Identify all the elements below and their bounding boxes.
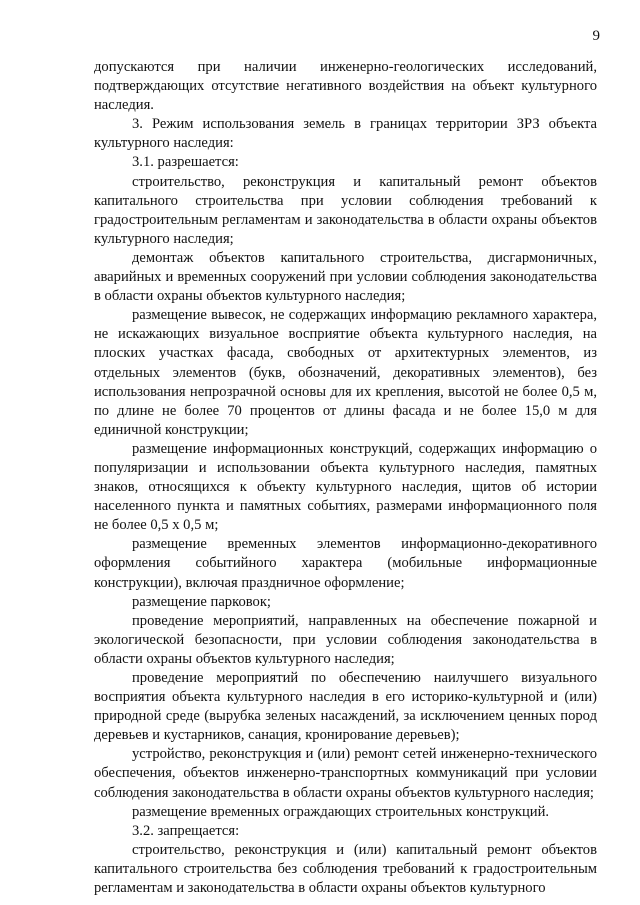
paragraph: устройство, реконструкция и (или) ремонт сетей инженерно-технического обеспечения, объектов инженерно-транспортных коммуникаций при условии соблюдения законодательства в области охраны объектов культурного наследия; <box>94 746 597 801</box>
paragraph: 3.2. запрещается: <box>132 822 240 839</box>
paragraph: 3.1. разрешается: <box>132 154 239 171</box>
paragraph: размещение временных элементов информационно-декоративного оформления событийного характера (мобильные информационные конструкции), включая праздничное оформление; <box>94 536 597 591</box>
paragraph: проведение мероприятий, направленных на обеспечение пожарной и экологической безопасности, при условии соблюдения законодательства в области охраны объектов культурного наследия; <box>94 612 597 667</box>
document-body <box>94 58 597 898</box>
page-number: 9 <box>592 28 600 44</box>
paragraph: 3. Режим использования земель в границах территории ЗРЗ объекта культурного наследия: <box>94 116 597 152</box>
paragraph: проведение мероприятий по обеспечению наилучшего визуального восприятия объекта культурного наследия в его историко-культурной и (или) природной среде (вырубка зеленых насаждений, за исключением ценных пород деревьев и кустарников, санация, кронирование деревьев); <box>94 670 597 744</box>
paragraph: размещение вывесок, не содержащих информацию рекламного характера, не искажающих визуальное восприятие объекта культурного наследия, на плоских участках фасада, свободных от архитектурных элементов, из отдельных элементов (букв, обозначений, декоративных элементов), без использования непрозрачной основы для их крепления, высотой не более 0,5 м, по длине не более 70 процентов от длины фасада и не более 15,0 м для единичной конструкции; <box>94 307 597 438</box>
paragraph: допускаются при наличии инженерно-геологических исследований, подтверждающих отсутствие негативного воздействия на объект культурного наследия. <box>94 59 597 114</box>
paragraph: строительство, реконструкция и (или) капитальный ремонт объектов капитального строительства без соблюдения требований к градостроительным регламентам и законодательства в области охраны объектов культурного <box>94 841 597 897</box>
paragraph: размещение информационных конструкций, содержащих информацию о популяризации и использовании объекта культурного наследия, памятных знаков, относящихся к объекту культурного наследия, щитов об истории населенного пункта и памятных событиях, размерами информационного поля не более 0,5 х 0,5 м; <box>94 440 597 534</box>
paragraph: строительство, реконструкция и капитальный ремонт объектов капитального строительства при условии соблюдения требований к градостроительным регламентам и законодательства в области охраны объектов культурного наследия; <box>94 173 597 247</box>
paragraph: демонтаж объектов капитального строительства, дисгармоничных, аварийных и временных сооружений при условии соблюдения законодательства в области охраны объектов культурного наследия; <box>94 249 597 305</box>
paragraph: размещение временных ограждающих строительных конструкций. <box>132 803 550 820</box>
paragraph: размещение парковок; <box>132 593 271 610</box>
